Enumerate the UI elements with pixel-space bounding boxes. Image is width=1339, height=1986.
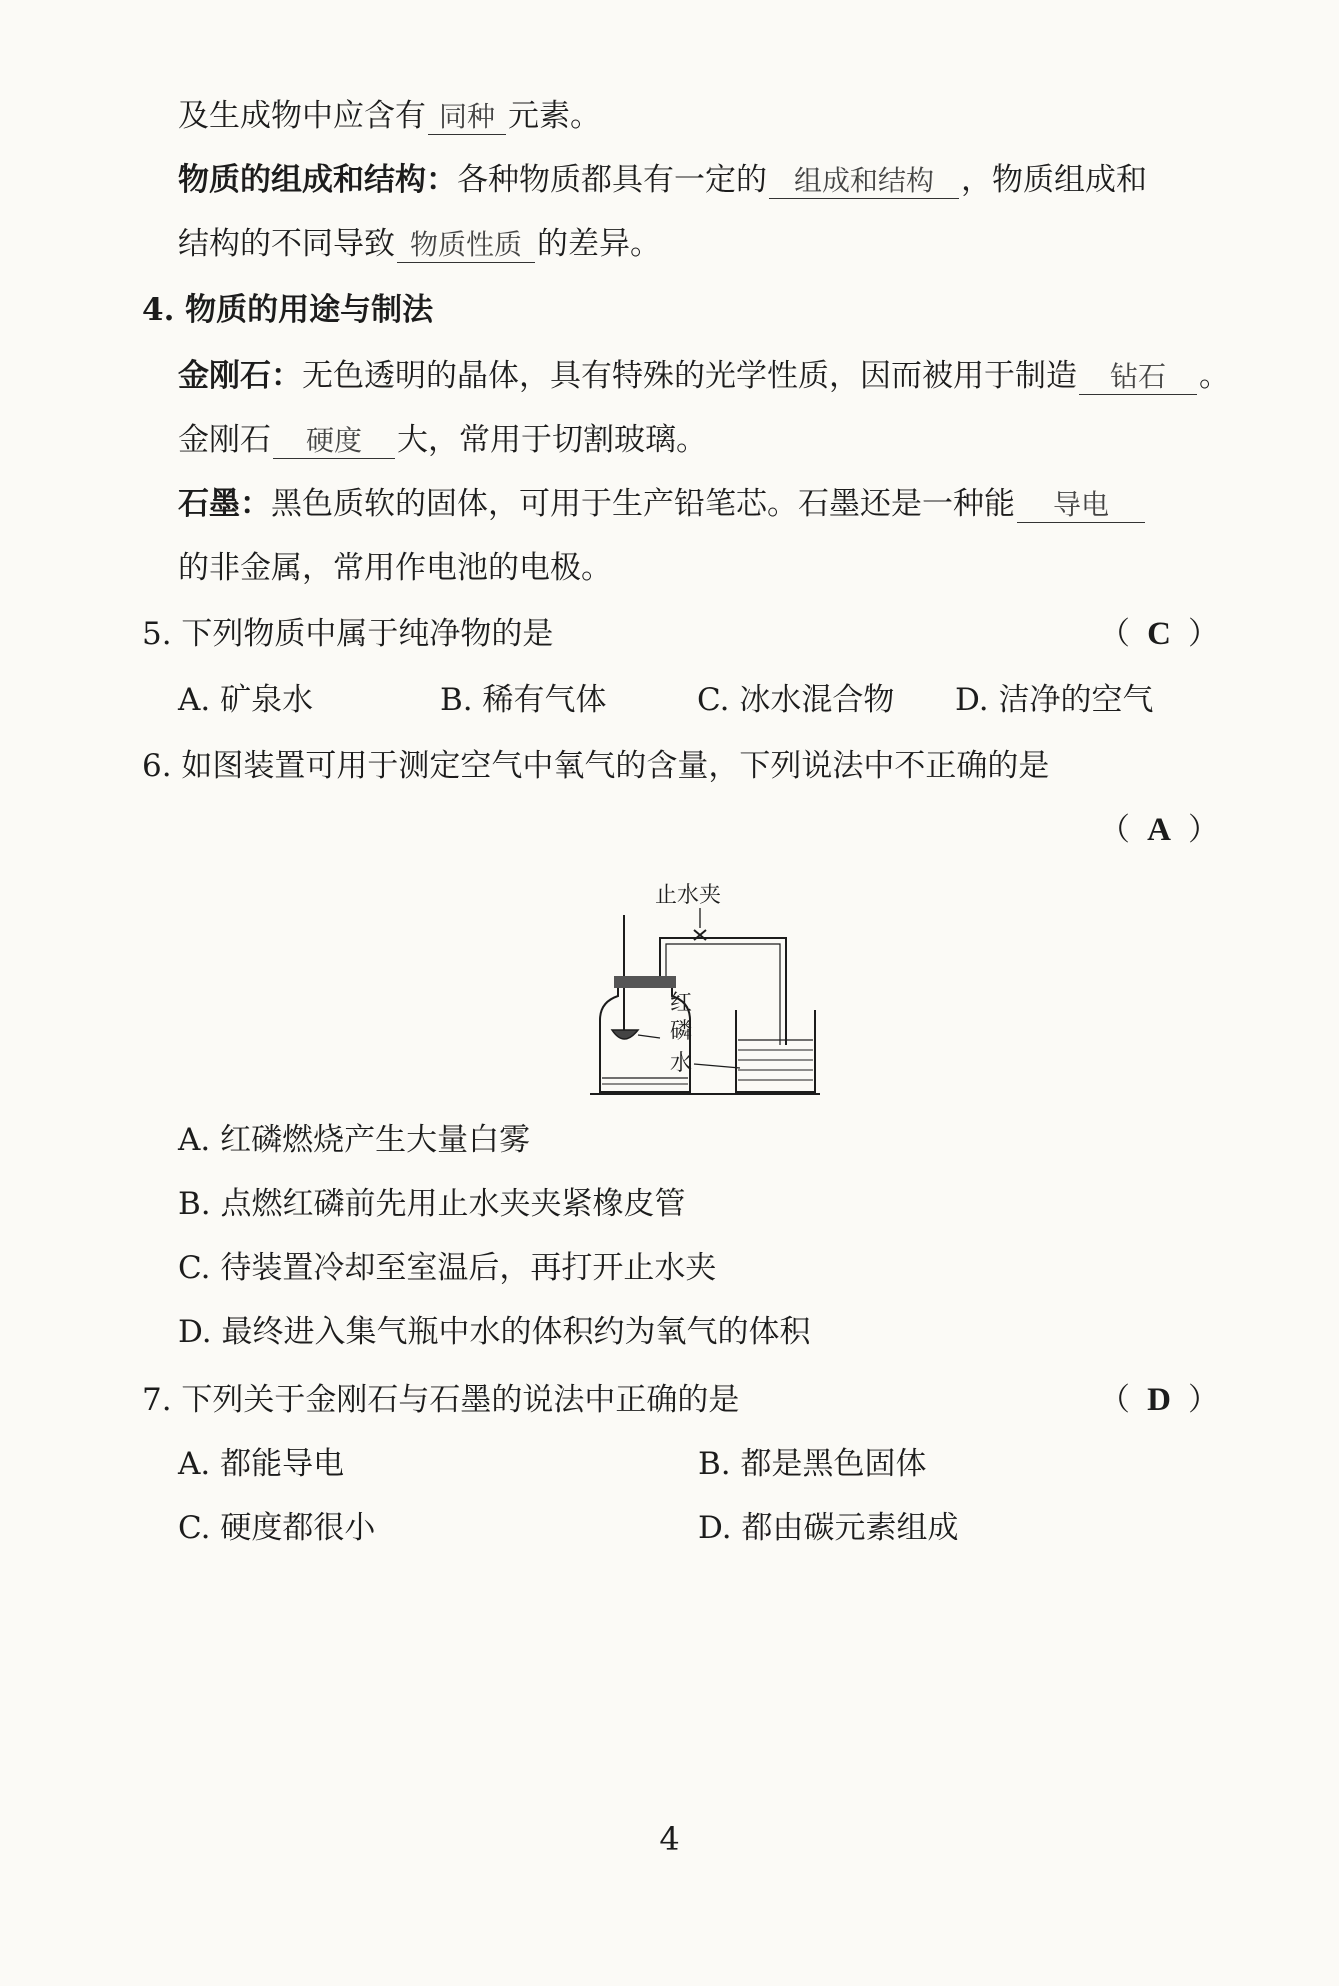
line-text: 各种物质都具有一定的 — [457, 162, 767, 198]
answer-blank: 硬度 — [273, 424, 395, 459]
question-5-answer: （ C ） — [1099, 616, 1219, 652]
question-6-answer: （ A ） — [1099, 812, 1219, 848]
red-label: 红 — [670, 991, 693, 1016]
question-7-stem: 7. 下列关于金刚石与石墨的说法中正确的是 — [142, 1382, 740, 1418]
question-5-stem: 5. 下列物质中属于纯净物的是 — [142, 616, 554, 652]
text-line-3 — [178, 224, 661, 264]
question-5-option-d: D. 洁净的空气 — [955, 682, 1154, 718]
answer-blank: 钻石 — [1079, 360, 1197, 395]
phosphorus-label: 磷 — [670, 1019, 693, 1044]
page-number: 4 — [659, 1820, 680, 1858]
question-5-option-a: A. 矿泉水 — [178, 682, 314, 718]
question-6-stem: 6. 如图装置可用于测定空气中氧气的含量，下列说法中不正确的是 — [142, 748, 1050, 784]
line-text: 。 — [1199, 358, 1230, 394]
answer-blank: 物质性质 — [397, 228, 535, 263]
text-line-1 — [178, 96, 601, 136]
question-6-option-c: C. 待装置冷却至室温后，再打开止水夹 — [178, 1250, 717, 1286]
question-7-option-a: A. 都能导电 — [178, 1446, 345, 1482]
answer-blank: 导电 — [1017, 488, 1145, 523]
question-5-option-b: B. 稀有气体 — [440, 682, 607, 718]
text-line-6 — [178, 420, 707, 460]
line-text: 大，常用于切割玻璃。 — [397, 422, 707, 458]
question-7-option-b: B. 都是黑色固体 — [698, 1446, 927, 1482]
question-5-option-c: C. 冰水混合物 — [697, 682, 895, 718]
question-6-option-a: A. 红磷燃烧产生大量白雾 — [178, 1122, 531, 1158]
term-heading: 金刚石： — [178, 358, 302, 394]
oxygen-measurement-apparatus-diagram — [590, 870, 820, 1100]
line-text: 黑色质软的固体，可用于生产铅笔芯。石墨还是一种能 — [271, 486, 1015, 522]
line-text: ，物质组成和 — [961, 162, 1147, 198]
line-text: 无色透明的晶体，具有特殊的光学性质，因而被用于制造 — [302, 358, 1077, 394]
answer-blank: 同种 — [428, 100, 506, 135]
answer-blank: 组成和结构 — [769, 164, 959, 199]
question-7-answer: （ D ） — [1099, 1382, 1219, 1418]
question-7-option-c: C. 硬度都很小 — [178, 1510, 376, 1546]
question-6-option-d: D. 最终进入集气瓶中水的体积约为氧气的体积 — [178, 1314, 811, 1350]
answer-letter: D — [1147, 1382, 1171, 1418]
line-text: 元素。 — [508, 98, 601, 134]
section-title: 4. 物质的用途与制法 — [142, 292, 434, 328]
line-text: 结构的不同导致 — [178, 226, 395, 262]
line-text: 的差异。 — [537, 226, 661, 262]
term-heading: 石墨： — [178, 486, 271, 522]
answer-letter: A — [1147, 812, 1171, 848]
phosphorus-pointer — [638, 1035, 660, 1038]
water-label: 水 — [670, 1051, 693, 1076]
question-6-option-b: B. 点燃红磷前先用止水夹夹紧橡皮管 — [178, 1186, 686, 1222]
clamp-label: 止水夹 — [655, 883, 722, 908]
line-text: 及生成物中应含有 — [178, 98, 426, 134]
red-phosphorus-spoon — [612, 1030, 638, 1039]
text-line-2 — [178, 160, 1147, 200]
answer-letter: C — [1147, 616, 1171, 652]
beaker-water — [738, 1050, 813, 1080]
bottle-stopper — [614, 976, 676, 988]
line-text: 金刚石 — [178, 422, 271, 458]
question-7-option-d: D. 都由碳元素组成 — [698, 1510, 959, 1546]
term-heading: 物质的组成和结构： — [178, 162, 457, 198]
water-pointer — [694, 1064, 740, 1068]
text-line-7 — [178, 484, 1147, 524]
text-line-8: 的非金属，常用作电池的电极。 — [178, 550, 612, 586]
text-line-5 — [178, 356, 1230, 396]
